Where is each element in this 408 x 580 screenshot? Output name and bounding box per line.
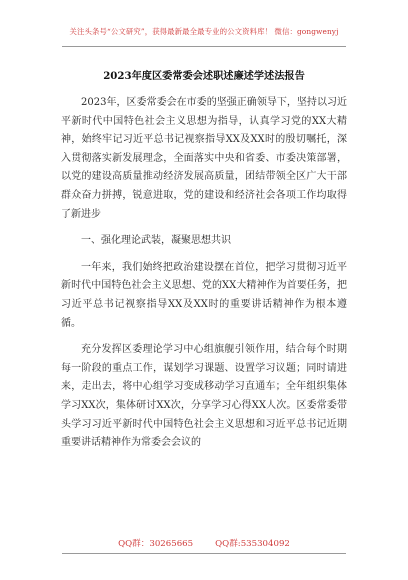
footer-divider xyxy=(62,553,346,554)
document-title: 2023年度区委常委会述职述廉述学述法报告 xyxy=(103,70,305,82)
paragraph-intro: 2023年，区委常委会在市委的坚强正确领导下，坚持以习近平新时代中国特色社会主义思想为指导，认真学习党的XX大精神，始终牢记习近平总书记视察指导XX及XX时的殷切嘱托，深入贯彻落实新发展理念，全面落实中央和省委、市委决策部署，以党的建设高质量推动经济发展高质量，团结带领全区广大干部群众奋力拼搏，锐意进取，党的建设和经济社会各项工作均取得了新进步 xyxy=(61,97,347,220)
footer-contact xyxy=(0,537,408,549)
section-heading-1: 一、强化理论武装，凝聚思想共识 xyxy=(81,235,231,247)
header-divider xyxy=(62,46,346,47)
paragraph-section-1b: 充分发挥区委理论学习中心组旗舰引领作用，结合每个时期每一阶段的重点工作，谋划学习课题、设置学习议题；同时请进来，走出去，将中心组学习变成移动学习直通车；全年组织集体学习XX次，集体研讨XX次，分享学习心得XX人次。区委常委带头学习习近平新时代中国特色社会主义思想和习近平总书记近期重要讲话精神作为常委会会议的 xyxy=(61,344,347,449)
footer-qq-group-2: QQ群:535304092 xyxy=(215,539,290,549)
footer-qq-group-1: QQ群：30265665 xyxy=(118,539,194,549)
header-banner: 关注头条号“公文研究”，获得最新最全最专业的公文资料库！ 微信：gongwenyj xyxy=(69,27,339,36)
paragraph-section-1a: 一年来，我们始终把政治建设摆在首位，把学习贯彻习近平新时代中国特色社会主义思想、党的XX大精神作为首要任务，把习近平总书记视察指导XX及XX时的重要讲话精神作为根本遵循。 xyxy=(61,261,347,329)
document-body xyxy=(61,94,347,453)
